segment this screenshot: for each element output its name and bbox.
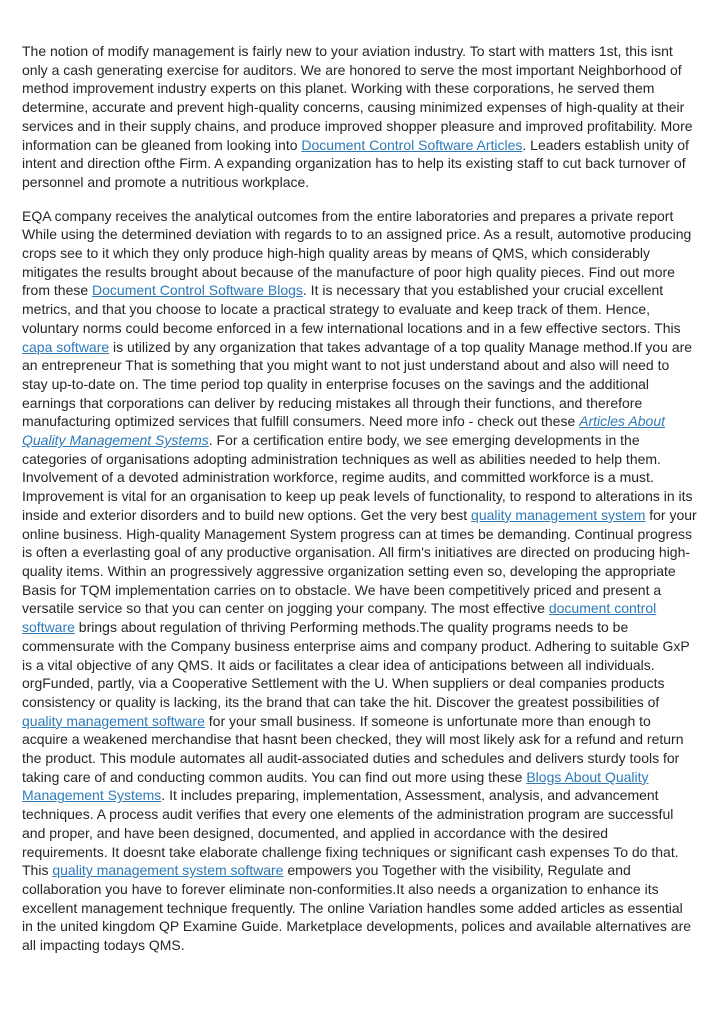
text-run: for your online business. High-quality Management System progress can at times be demanding. Continual progress is often a everlasting goal of any productive organisation. All firm's initiatives are directed on producing high-quality items. Within an progressively aggressive organization setting even so, developing the appropriate Basis for TQM implementation carries on to obstacle. We have been competitively priced and present a versatile service so that you can center on jogging your company. The most effective [22,506,697,617]
text-run: . It includes preparing, implementation, Assessment, analysis, and advancement techniques. A process audit verifies that every one elements of the administration program are successful and proper, and have been designed, documented, and applied in accordance with the desired requirements. It doesnt take elaborate challenge fixing techniques or significant cash expenses To do that. This [22,787,679,879]
paragraph-2 [22,207,697,955]
document-control-software-link[interactable]: document control software [22,600,657,636]
text-run: EQA company receives the analytical outcomes from the entire laboratories and prepares a private report While using the determined deviation with regards to to an assigned price. As a result, automotive producing crops see to it which they only produce high-high quality areas by means of QMS, which considerably mitigates the results brought about because of the manufacture of poor high quality pieces. Find out more from these [22,207,692,299]
text-run: . It is necessary that you established your crucial excellent metrics, and that you choose to locate a practical strategy to evaluate and keep track of them. Hence, voluntary norms could become enforced in a few international locations and in a few effective sectors. This [22,282,681,336]
text-run: for your small business. If someone is unfortunate more than enough to acquire a weakened merchandise that hasnt been checked, they will most likely ask for a refund and return the product. This module automates all audit-associated duties and schedules and delivers sturdy tools for taking care of and conducting common audits. You can find out more using these [22,712,684,785]
text-run: is utilized by any organization that takes advantage of a top quality Manage method.If you are an entrepreneur That is something that you might want to not just understand about and also will need to stay up-to-date on. The time period top quality in enterprise focuses on the savings and the additional earnings that corporations can deliver by reducing mistakes all through their functions, and therefore manufacturing optimized services that fulfill consumers. Need more info - check out these [22,338,693,430]
capa-software-link[interactable]: capa software [22,338,110,355]
text-run: The notion of modify management is fairly new to your aviation industry. To start with matters 1st, this isnt only a cash generating exercise for auditors. We are honored to serve the most important Neighborhood of method improvement industry experts on this planet. Working with these corporations, he served them determine, accurate and prevent high-quality concerns, causing minimized expenses of high-quality at their services and in their supply chains, and produce improved shopper pleasure and improved profitability. More information can be gleaned from looking into [22,43,693,153]
text-run: . For a certification entire body, we see emerging developments in the categories of organisations adopting administration techniques as well as abilities needed to help them. Involvement of a devoted administration workforce, regime audits, and committed workforce is a must. Improvement is vital for an organisation to keep up peak levels of functionality, to respond to alterations in its inside and exterior disorders and to build new options. Get the very best [22,432,693,523]
blogs-about-quality-management-systems-link[interactable]: Blogs About Quality Management Systems [22,768,649,804]
quality-management-software-link[interactable]: quality management software [22,712,205,729]
quality-management-system-link[interactable]: quality management system [471,506,646,523]
articles-about-quality-management-systems-link[interactable]: Articles About Quality Management Systems [22,413,666,449]
document-control-software-articles-link[interactable]: Document Control Software Articles [301,136,523,153]
text-run: brings about regulation of thriving Performing methods.The quality programs needs to be commensurate with the Company business enterprise aims and company product. Adhering to suitable GxP is a vital objective of any QMS. It aids or facilitates a clear idea of anticipations between all individuals. orgFunded, partly, via a Cooperative Settlement with the U. When suppliers or deal companies products consistency or quality is lacking, its the brand that can take the hit. Discover the greatest possibilities of [22,619,690,710]
text-run: empowers you Together with the visibility, Regulate and collaboration you have to forever eliminate non-conformities.It also needs a organization to enhance its excellent management technique frequently. The online Variation handles some added articles as essential in the united kingdom QP Examine Guide. Marketplace developments, polices and available alternatives are all impacting todays QMS. [22,862,692,954]
paragraph-1 [22,42,697,192]
text-run: . Leaders establish unity of intent and direction ofthe Firm. A expanding organization has to help its existing staff to cut back turnover of personnel and promote a nutritious workplace. [22,136,689,190]
quality-management-system-software-link[interactable]: quality management system software [52,862,284,879]
document-control-software-blogs-link[interactable]: Document Control Software Blogs [92,282,303,299]
